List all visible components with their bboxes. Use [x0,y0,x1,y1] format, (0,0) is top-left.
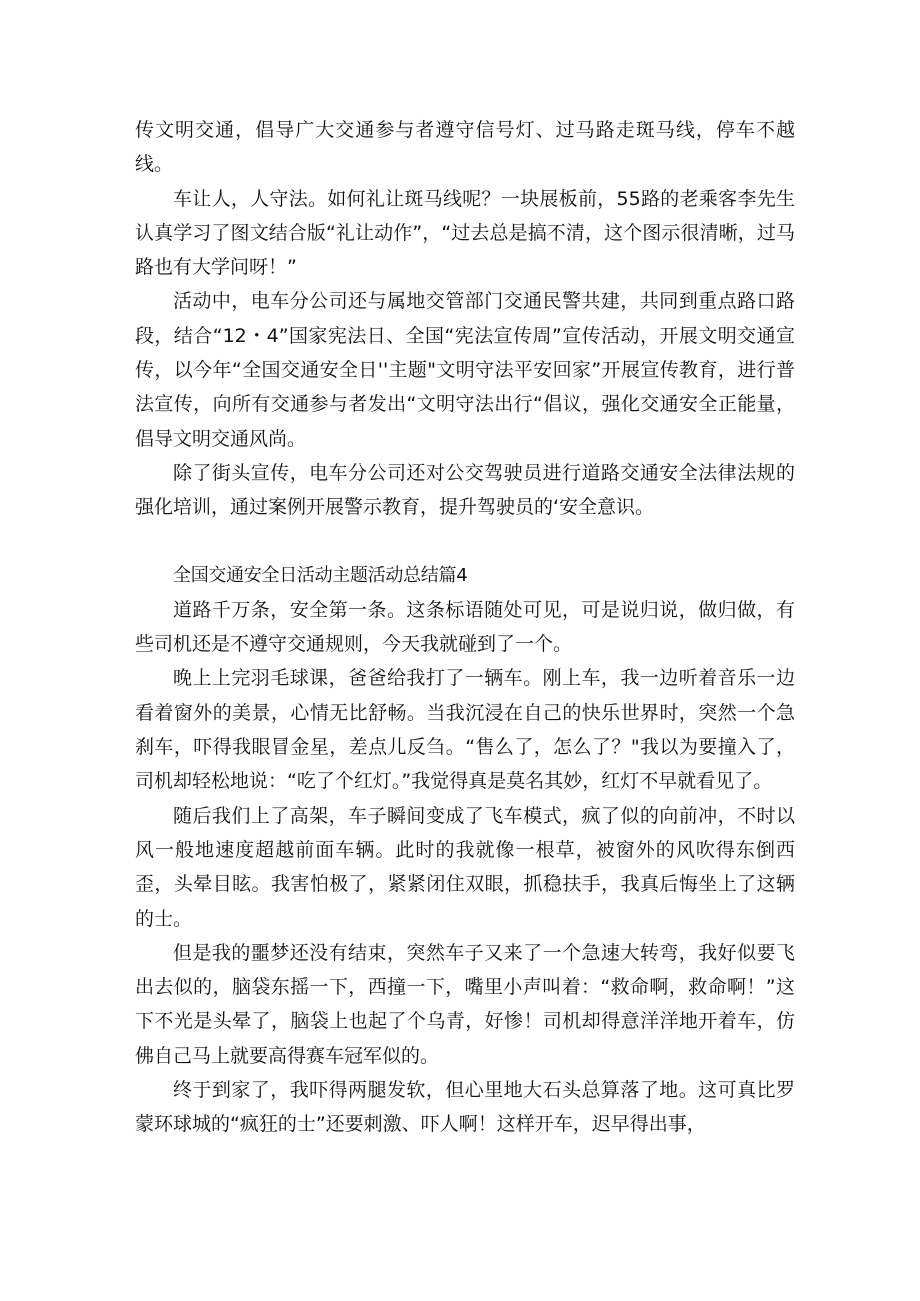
document-body [135,113,795,1142]
section-title: 全国交通安全日活动主题活动总结篇4 [173,564,468,586]
paragraph: 随后我们上了高架，车子瞬间变成了飞车模式，疯了似的向前冲，不时以风一般地速度超越前面车辆。此时的我就像一根草，被窗外的风吹得东倒西歪，头晕目眩。我害怕极了，紧紧闭住双眼，抓稳扶手，我真后悔坐上了这辆的士。 [135,804,795,930]
paragraph: 除了街头宣传，电车分公司还对公交驾驶员进行道路交通安全法律法规的强化培训，通过案例开展警示教育，提升驾驶员的‘安全意识。 [135,461,795,519]
paragraph: 道路千万条，安全第一条。这条标语随处可见，可是说归说，做归做，有些司机还是不遵守交通规则，今天我就碰到了一个。 [135,598,795,656]
paragraph: 晚上上完羽毛球课，爸爸给我打了一辆车。刚上车，我一边听着音乐一边看着窗外的美景，心情无比舒畅。当我沉浸在自己的快乐世界时，突然一个急刹车，吓得我眼冒金星，差点儿反刍。“售么了，怎么了？"我以为要撞入了，司机却轻松地说：“吃了个红灯。”我觉得真是莫名其妙，红灯不早就看见了。 [135,667,795,793]
paragraph: 但是我的噩梦还没有结束，突然车子又来了一个急速大转弯，我好似要飞出去似的，脑袋东摇一下，西撞一下，嘴里小声叫着：“救命啊，救命啊！”这下不光是头晕了，脑袋上也起了个乌青，好惨！司机却得意洋洋地开着车，仿佛自己马上就要高得赛车冠军似的。 [135,941,795,1067]
paragraph: 活动中，电车分公司还与属地交管部门交通民警共建，共同到重点路口路段，结合“12・4”国家宪法日、全国“宪法宣传周”宣传活动，开展文明交通宣传，以今年“全国交通安全日''主题"文明守法平安回家”开展宣传教育，进行普法宣传，向所有交通参与者发出“文明守法出行“倡议，强化交通安全正能量，倡导文明交通风尚。 [135,290,795,450]
paragraph: 终于到家了，我吓得两腿发软，但心里地大石头总算落了地。这可真比罗蒙环球城的“疯狂的士”还要刺激、吓人啊！这样开车，迟早得出事， [135,1079,795,1136]
paragraph: 车让人，人守法。如何礼让斑马线呢？一块展板前，55路的老乘客李先生认真学习了图文结合版“礼让动作”，“过去总是搞不清，这个图示很清晰，过马路也有大学问呀！” [135,187,795,279]
section-spacer [135,525,795,559]
paragraph-continuation: 传文明交通，倡导广大交通参与者遵守信号灯、过马路走斑马线，停车不越线。 [135,119,795,176]
